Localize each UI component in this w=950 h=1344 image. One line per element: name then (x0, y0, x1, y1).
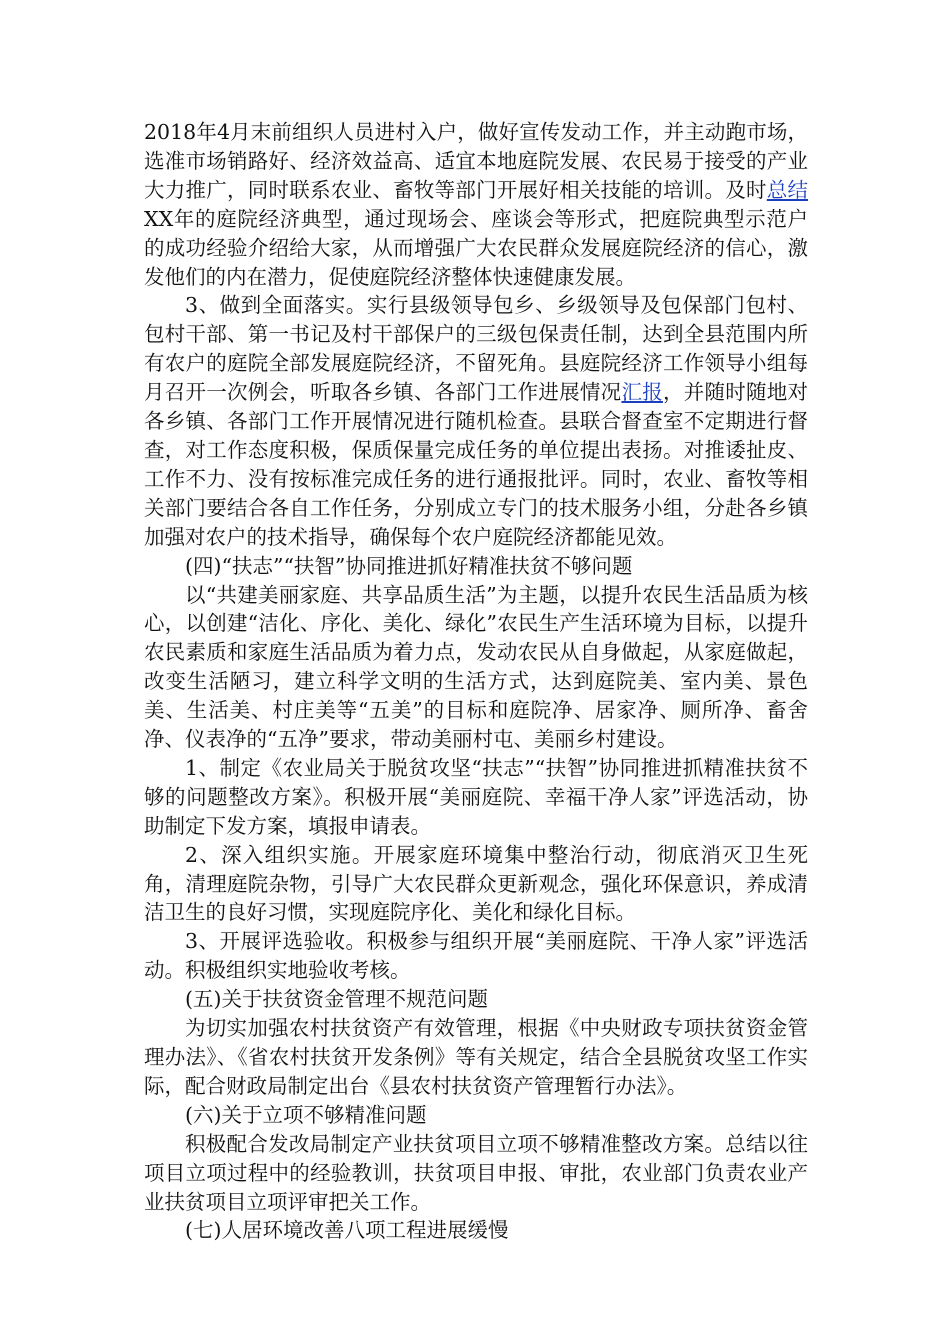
document-body (144, 118, 808, 1245)
section-heading-四: (四)“扶志”“扶智”协同推进抓好精准扶贫不够问题 (185, 553, 633, 578)
paragraph-庭院经济推广 (144, 118, 808, 291)
paragraph-扶贫资产管理: 为切实加强农村扶贫资产有效管理，根据《中央财政专项扶贫资金管理办法》、《省农村扶贫开发条例》等有关规定，结合全县脱贫攻坚工作实际，配合财政局制定出台《县农村扶贫资产管理暂行办法》。 (144, 1016, 808, 1098)
paragraph-评选验收: 3、开展评选验收。积极参与组织开展“美丽庭院、干净人家”评选活动。积极组织实地验收考核。 (144, 929, 808, 983)
paragraph-text: XX年的庭院经济典型，通过现场会、座谈会等形式，把庭院典型示范户的成功经验介绍给大家，从而增强广大农民群众发展庭院经济的信心，激发他们的内在潜力，促使庭院经济整体快速健康发展。 (144, 206, 808, 289)
section-heading-五: (五)关于扶贫资金管理不规范问题 (185, 987, 488, 1012)
paragraph-text: 2018年4月末前组织人员进村入户，做好宣传发动工作，并主动跑市场，选准市场销路好、经济效益高、适宜本地庭院发展、农民易于接受的产业大力推广，同时联系农业、畜牧等部门开展好相关技能的培训。及时 (144, 120, 808, 202)
paragraph-text: ，并随时随地对各乡镇、各部门工作开展情况进行随机检查。县联合督查室不定期进行督查，对工作态度积极，保质保量完成任务的单位提出表扬。对推诿扯皮、工作不力、没有按标准完成任务的进行通报批评。同时，农业、畜牧等相关部门要结合各自工作任务，分别成立专门的技术服务小组，分赴各乡镇加强对农户的技术指导，确保每个农户庭院经济都能见效。 (144, 380, 809, 549)
section-heading-六: (六)关于立项不够精准问题 (185, 1102, 427, 1127)
paragraph-深入组织实施: 2、深入组织实施。开展家庭环境集中整治行动，彻底消灭卫生死角，清理庭院杂物，引导广大农民群众更新观念，强化环保意识，养成清洁卫生的良好习惯，实现庭院序化、美化和绿化目标。 (144, 842, 808, 925)
paragraph-text: 3、做到全面落实。实行县级领导包乡、乡级领导及包保部门包村、包村干部、第一书记及村干部保户的三级包保责任制，达到全县范围内所有农户的庭院全部发展庭院经济，不留死角。县庭院经济工作领导小组每月召开一次例会，听取各乡镇、各部门工作进展情况 (144, 293, 808, 405)
section-heading-七: (七)人居环境改善八项工程进展缓慢 (185, 1218, 509, 1243)
paragraph-立项整改: 积极配合发改局制定产业扶贫项目立项不够精准整改方案。总结以往项目立项过程中的经验教训，扶贫项目申报、审批，农业部门负责农业产业扶贫项目立项评审把关工作。 (144, 1131, 808, 1214)
paragraph-主题目标: 以“共建美丽家庭、共享品质生活”为主题，以提升农民生活品质为核心，以创建“洁化、序化、美化、绿化”农民生产生活环境为目标，以提升农民素质和家庭生活品质为着力点，发动农民从自身做起，从家庭做起，改变生活陋习，建立科学文明的生活方式，达到庭院美、室内美、景色美、生活美、村庄美等“五美”的目标和庭院净、居家净、厕所净、畜舍净、仪表净的“五净”要求，带动美丽村屯、美丽乡村建设。 (144, 582, 808, 752)
paragraph-全面落实 (144, 291, 808, 551)
summary-link[interactable]: 总结 (766, 177, 809, 202)
report-link[interactable]: 汇报 (621, 380, 663, 405)
paragraph-制定方案: 1、制定《农业局关于脱贫攻坚“扶志”“扶智”协同推进抓精准扶贫不够的问题整改方案》。积极开展“美丽庭院、幸福干净人家”评选活动，协助制定下发方案，填报申请表。 (144, 755, 808, 838)
